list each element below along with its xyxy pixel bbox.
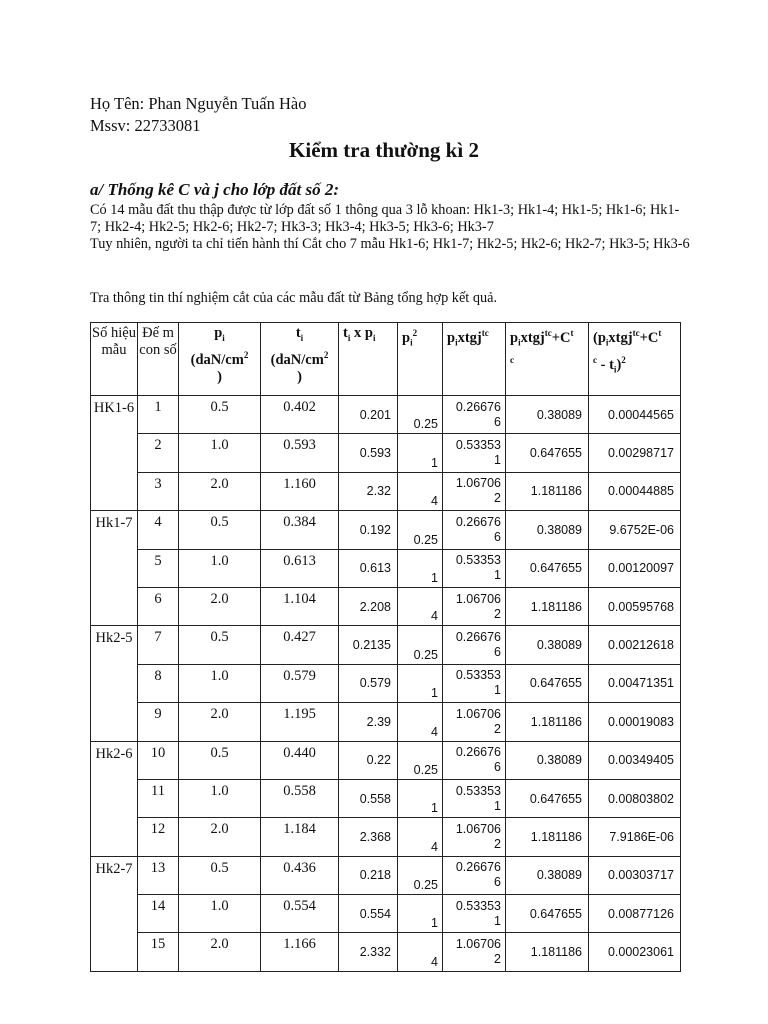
cell-p-squared: 0.25 (398, 511, 443, 549)
cell-t-times-p: 0.593 (339, 434, 398, 472)
cell-squared-deviation: 0.00023061 (589, 933, 681, 971)
table-row (91, 511, 681, 549)
cell-shear-stress: 1.160 (261, 472, 339, 510)
header-p-tan: $p_ixtgj^{tc}$ (443, 323, 506, 396)
cell-count: 11 (138, 779, 179, 817)
cell-count: 4 (138, 511, 179, 549)
cell-squared-deviation: 0.00803802 (589, 779, 681, 817)
cell-shear-stress: 0.579 (261, 664, 339, 702)
cell-p-tan: 1.06706 2 (443, 818, 506, 856)
cell-shear-stress: 1.195 (261, 703, 339, 741)
cell-p-tan: 1.06706 2 (443, 587, 506, 625)
table-row (91, 549, 681, 587)
cell-sample-id: HK1-6 (91, 396, 138, 511)
table-row (91, 587, 681, 625)
cell-p-tan-plus-c: 0.38089 (506, 511, 589, 549)
table-row (91, 472, 681, 510)
header-count: Đế m con số (138, 323, 179, 396)
cell-p-tan: 0.53353 1 (443, 895, 506, 933)
cell-count: 3 (138, 472, 179, 510)
cell-p-squared: 0.25 (398, 626, 443, 664)
cell-count: 9 (138, 703, 179, 741)
table-header-row (91, 323, 681, 396)
cell-p-tan: 0.53353 1 (443, 434, 506, 472)
cell-p-tan-plus-c: 0.38089 (506, 856, 589, 894)
cell-pressure: 2.0 (179, 818, 261, 856)
cell-pressure: 2.0 (179, 933, 261, 971)
table-row (91, 434, 681, 472)
cell-t-times-p: 0.554 (339, 895, 398, 933)
cell-p-tan-plus-c: 0.647655 (506, 549, 589, 587)
cell-shear-stress: 0.402 (261, 396, 339, 434)
cell-squared-deviation: 0.00595768 (589, 587, 681, 625)
cell-p-tan: 0.26676 6 (443, 741, 506, 779)
cell-p-tan: 1.06706 2 (443, 933, 506, 971)
cell-count: 8 (138, 664, 179, 702)
cell-sample-id: Hk2-6 (91, 741, 138, 856)
cell-sample-id: Hk2-5 (91, 626, 138, 741)
cell-shear-stress: 0.554 (261, 895, 339, 933)
cell-pressure: 0.5 (179, 856, 261, 894)
cell-shear-stress: 1.104 (261, 587, 339, 625)
table-row (91, 626, 681, 664)
cell-p-tan-plus-c: 1.181186 (506, 703, 589, 741)
cell-pressure: 0.5 (179, 626, 261, 664)
header-sample-id: Số hiệu mẫu (91, 323, 138, 396)
cell-pressure: 0.5 (179, 511, 261, 549)
student-id: Mssv: 22733081 (90, 116, 201, 135)
table-row (91, 741, 681, 779)
header-shear-stress: $t_i$ ($daN/cm^2$ ) (261, 323, 339, 396)
cell-p-tan-plus-c: 0.647655 (506, 664, 589, 702)
table-row (91, 396, 681, 434)
cell-pressure: 1.0 (179, 434, 261, 472)
cell-p-tan: 0.26676 6 (443, 511, 506, 549)
cell-p-tan: 0.26676 6 (443, 856, 506, 894)
header-p-squared: $p_i^2$ (398, 323, 443, 396)
cell-squared-deviation: 0.00019083 (589, 703, 681, 741)
cell-squared-deviation: 0.00298717 (589, 434, 681, 472)
cell-sample-id: Hk1-7 (91, 511, 138, 626)
cell-t-times-p: 2.332 (339, 933, 398, 971)
cell-p-tan-plus-c: 0.647655 (506, 779, 589, 817)
cell-t-times-p: 0.22 (339, 741, 398, 779)
section-heading: a/ Thống kê C và j cho lớp đất số 2: (90, 180, 340, 199)
cell-pressure: 2.0 (179, 587, 261, 625)
cell-count: 1 (138, 396, 179, 434)
table-body (91, 396, 681, 972)
cell-t-times-p: 0.579 (339, 664, 398, 702)
cell-p-squared: 4 (398, 818, 443, 856)
cell-p-squared: 4 (398, 703, 443, 741)
cell-count: 15 (138, 933, 179, 971)
cell-shear-stress: 0.613 (261, 549, 339, 587)
cell-p-squared: 1 (398, 549, 443, 587)
cell-p-tan-plus-c: 1.181186 (506, 587, 589, 625)
cell-shear-stress: 1.184 (261, 818, 339, 856)
cell-squared-deviation: 0.00212618 (589, 626, 681, 664)
table-row (91, 664, 681, 702)
cell-p-tan-plus-c: 0.38089 (506, 626, 589, 664)
cell-pressure: 2.0 (179, 703, 261, 741)
cell-squared-deviation: 0.00349405 (589, 741, 681, 779)
cell-p-tan: 1.06706 2 (443, 472, 506, 510)
cell-squared-deviation: 0.00471351 (589, 664, 681, 702)
cell-shear-stress: 0.593 (261, 434, 339, 472)
cell-count: 6 (138, 587, 179, 625)
paragraph-lookup: Tra thông tin thí nghiệm cắt của các mẫu đất từ Bảng tổng hợp kết quả. (90, 290, 498, 306)
cell-shear-stress: 1.166 (261, 933, 339, 971)
table-row (91, 856, 681, 894)
cell-pressure: 1.0 (179, 549, 261, 587)
cell-p-squared: 4 (398, 933, 443, 971)
cell-squared-deviation: 0.00877126 (589, 895, 681, 933)
cell-shear-stress: 0.384 (261, 511, 339, 549)
cell-t-times-p: 0.2135 (339, 626, 398, 664)
cell-count: 10 (138, 741, 179, 779)
cell-p-squared: 1 (398, 664, 443, 702)
cell-p-squared: 1 (398, 895, 443, 933)
cell-t-times-p: 2.39 (339, 703, 398, 741)
cell-shear-stress: 0.436 (261, 856, 339, 894)
cell-pressure: 0.5 (179, 396, 261, 434)
cell-p-squared: 1 (398, 434, 443, 472)
student-name: Họ Tên: Phan Nguyễn Tuấn Hào (90, 94, 307, 113)
cell-p-tan: 1.06706 2 (443, 703, 506, 741)
cell-sample-id: Hk2-7 (91, 856, 138, 971)
cell-squared-deviation: 7.9186E-06 (589, 818, 681, 856)
cell-pressure: 1.0 (179, 779, 261, 817)
cell-p-tan: 0.26676 6 (443, 396, 506, 434)
cell-squared-deviation: 0.00044565 (589, 396, 681, 434)
cell-t-times-p: 2.368 (339, 818, 398, 856)
cell-t-times-p: 0.558 (339, 779, 398, 817)
cell-squared-deviation: 0.00303717 (589, 856, 681, 894)
header-t-times-p: $t_i$ x $p_i$ (339, 323, 398, 396)
cell-count: 13 (138, 856, 179, 894)
cell-p-tan-plus-c: 0.647655 (506, 895, 589, 933)
cell-p-squared: 0.25 (398, 856, 443, 894)
cell-t-times-p: 0.218 (339, 856, 398, 894)
cell-p-tan-plus-c: 0.38089 (506, 396, 589, 434)
table-row (91, 703, 681, 741)
paragraph-samples: Có 14 mẫu đất thu thập được từ lớp đất số 1 thông qua 3 lỗ khoan: Hk1-3; Hk1-4; Hk1-5; Hk1-6; Hk1-7; Hk2-4; Hk2-5; Hk2-6; Hk2-7; Hk3-3; Hk3-4; Hk3-5; Hk3-6; Hk3-7 (90, 202, 680, 235)
table-row (91, 818, 681, 856)
table-row (91, 933, 681, 971)
cell-p-squared: 1 (398, 779, 443, 817)
cell-shear-stress: 0.558 (261, 779, 339, 817)
table-row (91, 895, 681, 933)
cell-pressure: 1.0 (179, 664, 261, 702)
cell-pressure: 1.0 (179, 895, 261, 933)
cell-p-tan-plus-c: 1.181186 (506, 933, 589, 971)
cell-p-squared: 0.25 (398, 741, 443, 779)
cell-p-tan: 0.26676 6 (443, 626, 506, 664)
cell-count: 7 (138, 626, 179, 664)
page-title: Kiểm tra thường kì 2 (289, 138, 479, 162)
table-row (91, 779, 681, 817)
cell-p-tan-plus-c: 0.647655 (506, 434, 589, 472)
cell-count: 14 (138, 895, 179, 933)
cell-squared-deviation: 9.6752E-06 (589, 511, 681, 549)
cell-pressure: 2.0 (179, 472, 261, 510)
cell-p-tan: 0.53353 1 (443, 779, 506, 817)
cell-t-times-p: 2.32 (339, 472, 398, 510)
cell-count: 5 (138, 549, 179, 587)
cell-t-times-p: 0.192 (339, 511, 398, 549)
cell-p-tan-plus-c: 0.38089 (506, 741, 589, 779)
header-squared-deviation: ($p_ixtgj^{tc}+C^t$ $^c - t_i)^2$ (589, 323, 681, 396)
cell-p-tan-plus-c: 1.181186 (506, 472, 589, 510)
cell-t-times-p: 0.613 (339, 549, 398, 587)
header-p-tan-plus-c: $p_ixtgj^{tc}+C^t$ $^c$ (506, 323, 589, 396)
cell-count: 12 (138, 818, 179, 856)
cell-p-tan: 0.53353 1 (443, 664, 506, 702)
cell-t-times-p: 0.201 (339, 396, 398, 434)
cell-count: 2 (138, 434, 179, 472)
cell-p-tan-plus-c: 1.181186 (506, 818, 589, 856)
cell-p-squared: 4 (398, 587, 443, 625)
cell-p-squared: 0.25 (398, 396, 443, 434)
cell-pressure: 0.5 (179, 741, 261, 779)
header-pressure: $p_i$ ($daN/cm^2$ ) (179, 323, 261, 396)
paragraph-tests: Tuy nhiên, người ta chỉ tiến hành thí Cắt cho 7 mẫu Hk1-6; Hk1-7; Hk2-5; Hk2-6; Hk2-7; Hk3-5; Hk3-6 (90, 236, 690, 252)
cell-p-tan: 0.53353 1 (443, 549, 506, 587)
cell-shear-stress: 0.427 (261, 626, 339, 664)
cell-squared-deviation: 0.00120097 (589, 549, 681, 587)
cell-shear-stress: 0.440 (261, 741, 339, 779)
shear-test-table (90, 322, 681, 972)
cell-squared-deviation: 0.00044885 (589, 472, 681, 510)
cell-p-squared: 4 (398, 472, 443, 510)
cell-t-times-p: 2.208 (339, 587, 398, 625)
